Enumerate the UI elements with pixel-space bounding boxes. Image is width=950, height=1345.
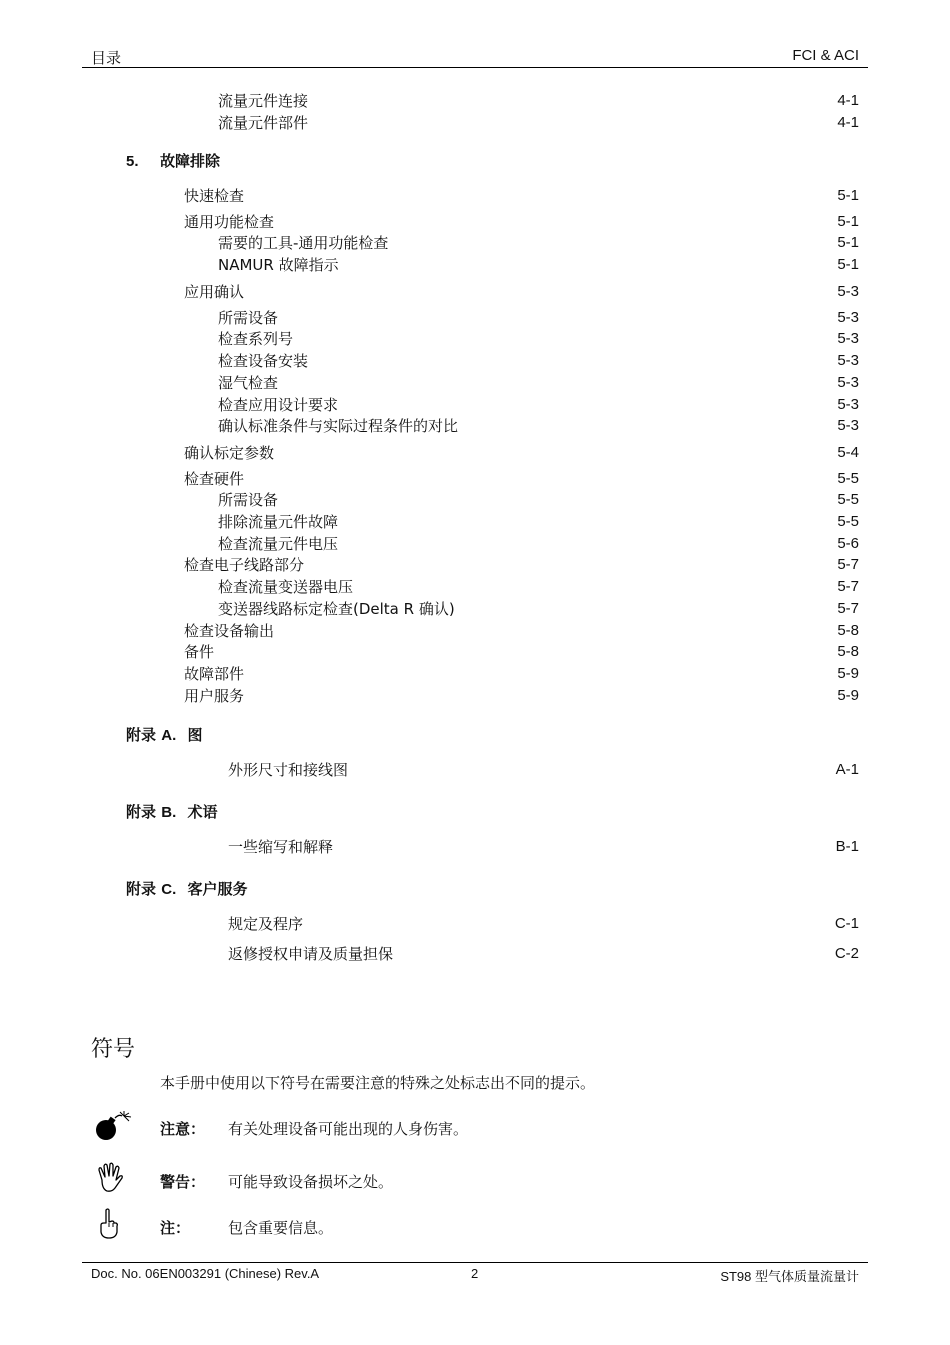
- toc-entry-page: 5-4: [837, 444, 859, 461]
- appendix-letter: A.: [161, 727, 177, 744]
- toc-entry-page: 5-3: [837, 352, 859, 369]
- caution-text: 有关处理设备可能出现的人身伤害。: [228, 1120, 469, 1138]
- appendix-prefix: 附录: [126, 726, 157, 744]
- appendix-heading-c: [126, 878, 248, 899]
- toc-entry-page: 5-3: [837, 396, 859, 413]
- toc-entry-label: 排除流量元件故障: [218, 513, 339, 531]
- toc-entry-label: 快速检查: [184, 187, 245, 205]
- toc-entry-page: C-2: [834, 945, 859, 962]
- toc-entry: [0, 622, 950, 640]
- toc-entry-page: 5-3: [837, 374, 859, 391]
- header-company: FCI & ACI: [792, 47, 859, 64]
- toc-entry-page: 5-8: [837, 622, 859, 639]
- toc-entry-page: 5-3: [837, 330, 859, 347]
- toc-entry-label: 规定及程序: [228, 915, 304, 933]
- bomb-icon: [94, 1110, 134, 1146]
- toc-entry: [0, 283, 950, 301]
- toc-entry: [0, 556, 950, 574]
- toc-entry: [0, 470, 950, 488]
- toc-entry: [0, 187, 950, 205]
- toc-entry-page: 5-8: [837, 643, 859, 660]
- symbol-warning: [0, 1162, 950, 1192]
- toc-entry: [0, 535, 950, 553]
- toc-entry: [0, 600, 950, 618]
- toc-entry-label: 检查流量变送器电压: [218, 578, 354, 596]
- toc-entry: [0, 915, 950, 933]
- appendix-title: 客户服务: [187, 880, 248, 898]
- toc-entry: [0, 234, 950, 252]
- toc-entry: [0, 213, 950, 231]
- section-title: 故障排除: [160, 152, 221, 170]
- toc-entry-label: 一些缩写和解释: [228, 838, 334, 856]
- symbol-note: [0, 1208, 950, 1238]
- toc-entry-label: 故障部件: [184, 665, 245, 683]
- toc-entry-label: 流量元件部件: [218, 114, 309, 132]
- toc-entry-label: 备件: [184, 643, 215, 661]
- toc-entry: [0, 396, 950, 414]
- toc-entry-label: 流量元件连接: [218, 92, 309, 110]
- symbols-title: 符号: [91, 1037, 136, 1062]
- toc-entry-label: 湿气检查: [218, 374, 279, 392]
- footer-product-name: ST98 型气体质量流量计: [720, 1269, 859, 1284]
- hand-warning-icon: [96, 1162, 126, 1198]
- note-text: 包含重要信息。: [228, 1219, 334, 1237]
- toc-entry-page: 5-6: [837, 535, 859, 552]
- toc-entry: [0, 687, 950, 705]
- toc-entry-label: 所需设备: [218, 491, 279, 509]
- toc-entry-label: 返修授权申请及质量担保: [228, 945, 394, 963]
- toc-entry-page: 5-3: [837, 283, 859, 300]
- appendix-title: 术语: [187, 803, 218, 821]
- toc-entry-label: 外形尺寸和接线图: [228, 761, 349, 779]
- toc-entry-page: 5-7: [837, 600, 859, 617]
- toc-entry-page: 5-5: [837, 470, 859, 487]
- appendix-title: 图: [187, 726, 203, 744]
- toc-entry: [0, 374, 950, 392]
- toc-entry-label: 通用功能检查: [184, 213, 275, 231]
- toc-entry-page: 5-1: [837, 256, 859, 273]
- toc-entry-page: A-1: [835, 761, 859, 778]
- toc-entry-page: 5-9: [837, 687, 859, 704]
- footer-rule: [82, 1262, 868, 1263]
- toc-entry: [0, 665, 950, 683]
- toc-entry-label: 检查应用设计要求: [218, 396, 339, 414]
- toc-entry-label: 确认标准条件与实际过程条件的对比: [218, 417, 459, 435]
- appendix-letter: B.: [161, 804, 177, 821]
- toc-entry: [0, 761, 950, 779]
- symbols-intro: 本手册中使用以下符号在需要注意的特殊之处标志出不同的提示。: [160, 1074, 596, 1092]
- toc-entry-label: NAMUR 故障指示: [218, 256, 339, 274]
- toc-entry-page: 4-1: [837, 114, 859, 131]
- toc-entry-page: 4-1: [837, 92, 859, 109]
- toc-entry: [0, 309, 950, 327]
- toc-entry-label: 确认标定参数: [184, 444, 275, 462]
- toc-entry-page: 5-5: [837, 513, 859, 530]
- warning-text: 可能导致设备损坏之处。: [228, 1173, 394, 1191]
- toc-entry-label: 需要的工具-通用功能检查: [218, 234, 389, 252]
- toc-entry: [0, 256, 950, 274]
- toc-entry-page: 5-7: [837, 556, 859, 573]
- toc-entry-page: 5-1: [837, 213, 859, 230]
- toc-entry-label: 检查设备安装: [218, 352, 309, 370]
- toc-entry: [0, 513, 950, 531]
- toc-entry-label: 检查硬件: [184, 470, 245, 488]
- toc-entry-label: 检查流量元件电压: [218, 535, 339, 553]
- toc-entry-page: C-1: [834, 915, 859, 932]
- symbol-caution: [0, 1110, 950, 1140]
- appendix-prefix: 附录: [126, 803, 157, 821]
- toc-entry: [0, 352, 950, 370]
- toc-entry: [0, 330, 950, 348]
- toc-entry: [0, 945, 950, 963]
- appendix-letter: C.: [161, 881, 177, 898]
- toc-entry-label: 所需设备: [218, 309, 279, 327]
- toc-entry-label: 检查电子线路部分: [184, 556, 305, 574]
- toc-entry-page: 5-7: [837, 578, 859, 595]
- toc-entry: [0, 444, 950, 462]
- section-number: 5.: [126, 153, 139, 170]
- toc-entry: [0, 643, 950, 661]
- toc-entry: [0, 578, 950, 596]
- appendix-prefix: 附录: [126, 880, 157, 898]
- toc-entry: [0, 838, 950, 856]
- toc-entry-page: 5-5: [837, 491, 859, 508]
- note-label: 注：: [160, 1219, 191, 1237]
- toc-entry-label: 检查设备输出: [184, 622, 275, 640]
- warning-label: 警告：: [160, 1173, 206, 1191]
- toc-entry-page: 5-3: [837, 417, 859, 434]
- toc-entry: [0, 114, 950, 132]
- toc-entry-label: 用户服务: [184, 687, 245, 705]
- toc-entry-page: 5-9: [837, 665, 859, 682]
- toc-entry: [0, 92, 950, 110]
- appendix-heading-a: [126, 724, 203, 745]
- header-rule: [82, 67, 868, 68]
- appendix-heading-b: [126, 801, 218, 822]
- toc-entry-label: 应用确认: [184, 283, 245, 301]
- footer-page-number: 2: [471, 1266, 479, 1281]
- caution-label: 注意：: [160, 1120, 206, 1138]
- section-heading-5: [126, 150, 220, 171]
- toc-entry-page: 5-3: [837, 309, 859, 326]
- footer-doc-number: Doc. No. 06EN003291 (Chinese) Rev.A: [91, 1266, 320, 1281]
- toc-entry: [0, 491, 950, 509]
- toc-entry-page: 5-1: [837, 187, 859, 204]
- header-title: 目录: [91, 49, 122, 67]
- toc-entry-page: 5-1: [837, 234, 859, 251]
- toc-entry-page: B-1: [835, 838, 859, 855]
- toc-entry: [0, 417, 950, 435]
- pointing-hand-icon: [98, 1208, 120, 1244]
- toc-entry-label: 检查系列号: [218, 330, 294, 348]
- toc-entry-label: 变送器线路标定检查(Delta R 确认): [218, 600, 455, 618]
